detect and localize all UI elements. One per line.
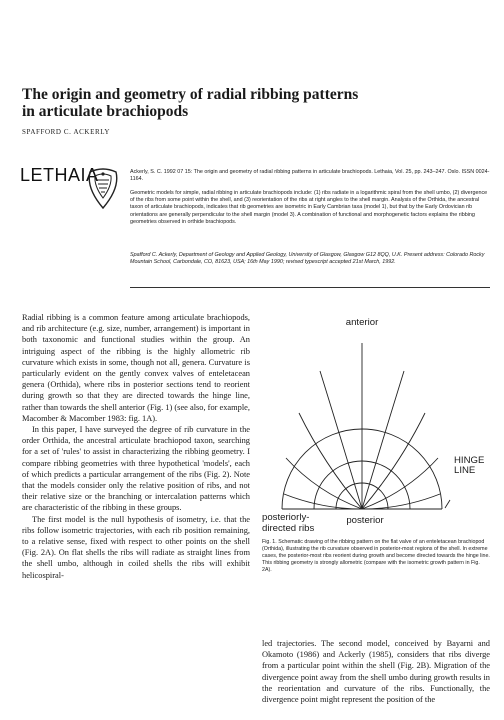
body-column-left xyxy=(22,312,250,581)
rib xyxy=(286,458,362,509)
hinge-label-pointer xyxy=(445,500,450,508)
abstract-divider xyxy=(130,287,490,288)
rib xyxy=(320,371,362,509)
label-line: LINE xyxy=(454,465,476,476)
author-name: SPAFFORD C. ACKERLY xyxy=(22,128,111,136)
body-paragraph: Radial ribbing is a common feature among articulate brachiopods, and rib architecture (e.g. size, number, arrangement) is important in both taxonomic and functional studies within the group. An intriguing aspect of the ribbing is the highly allometric rib curvature which exists in some, though not all, genera. Curvature is particularly evident on the gently convex valves of enteletacean genera (Orthida), where ribs in posterior sections tend to reorient during growth so that they are directed towards the hinge line, rather than towards the shell anterior (Fig. 1) (see also, for example, Macomber & Macomber 1983: fig. 1A). xyxy=(22,313,250,423)
figure-caption: Fig. 1. Schematic drawing of the ribbing pattern on the flat valve of an enteletacean brachiopod (Orthida), illustrating the rib curvature observed in posterior-most regions of the shell. In extreme cases, the posterior-most ribs reorient during growth and become directed towards the hinge line. This ribbing geometry is strongly allometric (compare with the isometric growth pattern in Fig. 2A). xyxy=(262,539,490,573)
journal-logo: LETHAIA xyxy=(20,165,99,185)
label-hinge: HINGE xyxy=(454,455,485,466)
abstract-text: Geometric models for simple, radial ribbing in articulate brachiopods include: (1) ribs radiate in a logarithmic spiral from the shell umbo, (2) divergence of the ribs from some point within the shell, and (3) reorientation of the ribs at right angles to the shell margin. Analysis of the Orthida, the ancestral taxon of articulate brachiopods, indicates that rib geometries are isometric in Early Cambrian taxa (model 1), but that by the Early Ordovician rib orientations are generally perpendicular to the shell margin (model 3). A combination of functional and morphogenetic factors explains the ribbing geometries observed in orthide brachiopods. xyxy=(130,190,488,225)
title-line-1: The origin and geometry of radial ribbing patterns xyxy=(22,86,359,103)
rib xyxy=(362,371,404,509)
rib xyxy=(362,458,438,509)
abstract-citation: Ackerly, S. C. 1992 07 15: The origin and geometry of radial ribbing patterns in articulate brachiopods. Lethaia, Vol. 25, pp. 243–247. Oslo. ISSN 0024-1164. xyxy=(130,169,490,183)
label-anterior: anterior xyxy=(345,317,379,328)
rib xyxy=(299,413,362,509)
label-directed-ribs: directed ribs xyxy=(262,523,315,534)
rib xyxy=(284,494,362,509)
brachiopod-emblem-icon xyxy=(86,168,120,210)
title-line-2: in articulate brachiopods xyxy=(22,103,189,120)
rib xyxy=(362,494,440,509)
shell-outline-and-ribs xyxy=(282,343,450,509)
label-posterior: posterior xyxy=(346,515,384,526)
author-affiliation: Spafford C. Ackerly, Department of Geology and Applied Geology, University of Glasgow, Glasgow G12 8QQ, U.K. Present address: Colorado Rocky Mountain School, Carbondale, CO, 81623, USA; 16th May 1990; revised typescript accepted 21st March, 1992. xyxy=(130,252,485,266)
body-paragraph: In this paper, I have surveyed the degree of rib curvature in the order Orthida, the ancestral articulate brachiopod taxon, searching for a set of 'rules' to assist in characterizing the ribbing geometry. I compare ribbing geometries with three hypothetical 'models', each of which predicts a particular arrangement of the ribs (Fig. 2). Note that the models consider only the relative position of ribs, and not their relative size or the branching or intercalation patterns which are characteristic of the ribbing in these groups. xyxy=(22,425,250,513)
figure-1-diagram xyxy=(262,312,492,534)
article-title xyxy=(22,86,452,120)
body-paragraph: led trajectories. The second model, conceived by Bayarni and Okamoto (1986) and Ackerly (1985), considers that ribs diverge from a particular point within the shell (Fig. 2B). Migration of the divergence point away from the shell umbo during growth results in the reorientation and curvature of the ribs. Functionally, the divergence point might represent the position of the xyxy=(262,639,490,705)
body-paragraph: The first model is the null hypothesis of isometry, i.e. that the ribs follow isometric trajectories, with each rib position remaining, to a relative sense, fixed with respect to other points on the shell (Fig. 2A). On flat shells the ribs will radiate as straight lines from the shell umbo, although in coiled shells the ribs will exhibit helicospiral- xyxy=(22,514,250,580)
label-posteriorly: posteriorly- xyxy=(262,512,310,523)
body-column-right xyxy=(262,638,490,705)
rib xyxy=(362,413,425,509)
